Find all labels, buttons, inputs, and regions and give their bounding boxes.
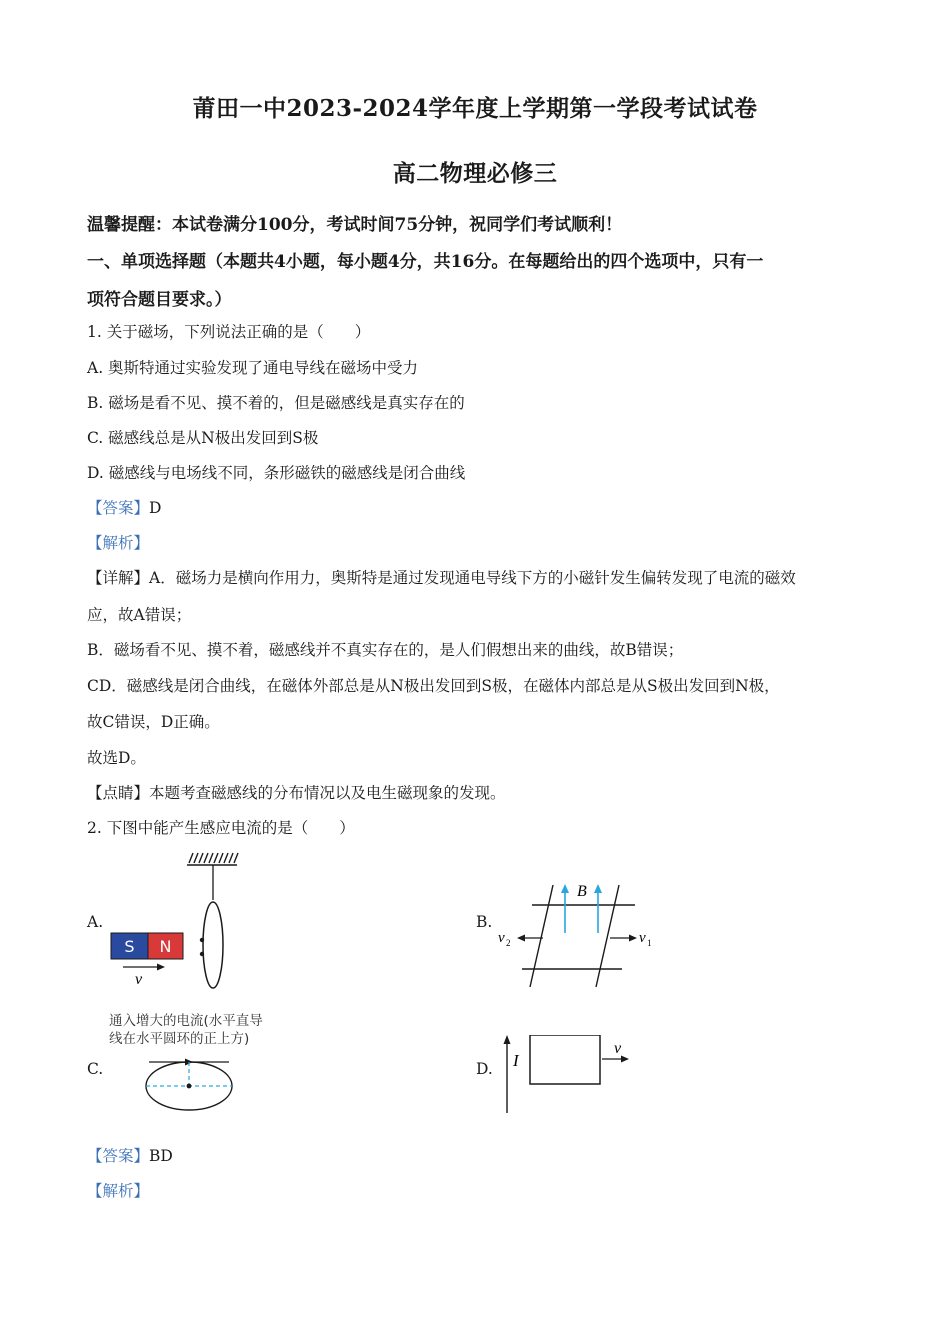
v1-subscript: 1 <box>647 938 652 948</box>
q1-analysis-tag: 【解析】 <box>87 534 150 552</box>
q1-option-d: D. 磁感线与电场线不同，条形磁铁的磁感线是闭合曲线 <box>87 464 466 482</box>
figure-c <box>105 1008 305 1118</box>
answer-value: BD <box>149 1147 173 1165</box>
q1-option-b: B. 磁场是看不见、摸不着的，但是磁感线是真实存在的 <box>87 394 465 412</box>
ceiling-hatch <box>187 853 238 865</box>
q1-option-c: C. 磁感线总是从N极出发回到S极 <box>87 429 319 447</box>
terminal <box>200 938 204 942</box>
q2-label-b: B. <box>476 913 493 931</box>
magnet-n-label: N <box>159 937 172 956</box>
answer-value: D <box>149 499 162 517</box>
q2-label-d: D. <box>476 1060 493 1078</box>
velocity-label: v <box>614 1040 622 1057</box>
answer-tag: 【答案】 <box>87 1147 150 1165</box>
velocity-label: v <box>135 971 143 988</box>
q2-label-c: C. <box>87 1060 104 1078</box>
figure-b <box>495 875 660 993</box>
figure-d <box>495 1035 645 1113</box>
q1-stem: 1. 关于磁场，下列说法正确的是（ ） <box>87 323 371 341</box>
v2-subscript: 2 <box>506 938 511 948</box>
q1-detail-line: CD．磁感线是闭合曲线，在磁体外部总是从N极出发回到S极，在磁体内部总是从S极出发回到N极， <box>87 677 780 695</box>
current-i-label: I <box>513 1051 519 1070</box>
q2-analysis-tag: 【解析】 <box>87 1182 150 1200</box>
field-b-label: B <box>577 883 587 900</box>
notice: 温馨提醒：本试卷满分100分，考试时间75分钟，祝同学们考试顺利！ <box>87 215 623 235</box>
exam-subtitle: 高二物理必修三 <box>392 160 558 187</box>
q2-answer <box>87 1144 877 1166</box>
rod-left <box>530 885 553 987</box>
terminal <box>200 952 204 956</box>
figure-a <box>105 848 255 993</box>
q1-detail-line: 应，故A错误； <box>87 606 192 624</box>
center-dot <box>187 1084 192 1089</box>
q1-detail-line: B．磁场看不见、摸不着，磁感线并不真实存在的，是人们假想出来的曲线，故B错误； <box>87 641 684 659</box>
q2-stem: 2. 下图中能产生感应电流的是（ ） <box>87 819 355 837</box>
answer-tag: 【答案】 <box>87 499 150 517</box>
q1-detail-line: 【详解】A．磁场力是横向作用力，奥斯特是通过发现通电导线下方的小磁针发生偏转发现了电流的磁效 <box>87 569 796 587</box>
coil-ring <box>203 902 223 988</box>
section-heading: 一、单项选择题（本题共4小题，每小题4分，共16分。在每题给出的四个选项中，只有一 <box>87 252 764 272</box>
q1-conclusion: 故选D。 <box>87 749 146 767</box>
rod-right <box>596 885 619 987</box>
section-heading-cont: 项符合题目要求。） <box>87 290 232 310</box>
q2-label-a: A. <box>87 913 104 931</box>
exam-title: 莆田一中2023-2024学年度上学期第一学段考试试卷 <box>192 95 758 122</box>
q1-comment: 【点睛】本题考查磁感线的分布情况以及电生磁现象的发现。 <box>87 784 506 802</box>
figure-c-caption: 线在水平圆环的正上方) <box>109 1031 250 1047</box>
q1-option-a: A. 奥斯特通过实验发现了通电导线在磁场中受力 <box>87 359 419 377</box>
v2-label: v <box>498 930 505 946</box>
magnet-s-label: S <box>124 937 135 956</box>
q1-answer <box>87 496 877 518</box>
loop-rectangle <box>530 1035 600 1084</box>
v1-label: v <box>639 930 646 946</box>
figure-c-caption: 通入增大的电流(水平直导 <box>109 1013 263 1029</box>
q1-detail-line: 故C错误，D正确。 <box>87 713 220 731</box>
